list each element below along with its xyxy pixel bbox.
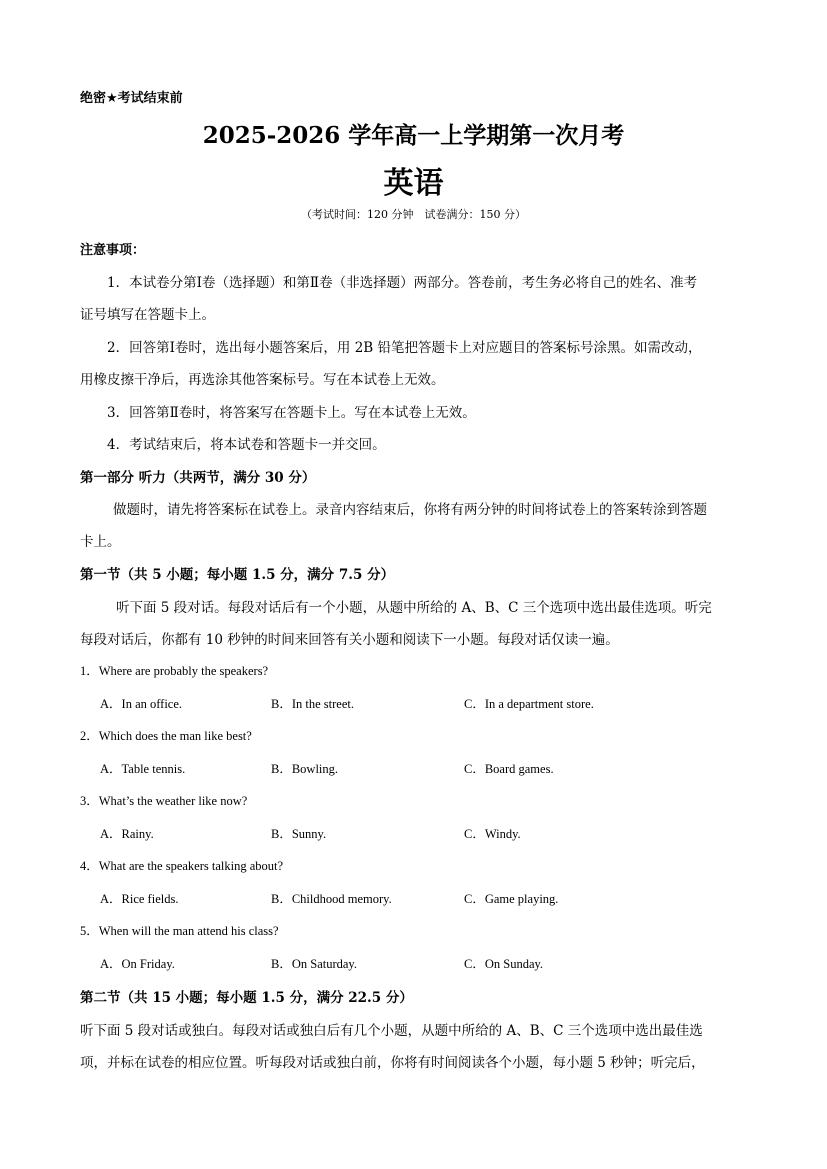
confidential-label: 绝密★考试结束前 [80, 91, 183, 106]
subject-title: 英语 [383, 166, 444, 201]
notice-item-2-line-1: 2．回答第Ⅰ卷时，选出每小题答案后，用 2B 铅笔把答题卡上对应题目的答案标号涂黑。如需改动， [107, 340, 702, 356]
part1-instructions-line-2: 卡上。 [80, 534, 121, 550]
question-3-option-b: B．Sunny. [271, 827, 327, 841]
question-3-option-c: C．Windy. [464, 827, 521, 841]
part1-heading: 第一部分 听力（共两节，满分 30 分） [80, 470, 316, 486]
question-2-stem: 2．Which does the man like best? [80, 729, 252, 743]
section1-instructions-line-2: 每段对话后，你都有 10 秒钟的时间来回答有关小题和阅读下一小题。每段对话仅读一遍。 [80, 632, 619, 648]
exam-title: 2025-2026 学年高一上学期第一次月考 [202, 122, 625, 149]
question-1-option-a: A．In an office. [100, 697, 183, 711]
question-4-option-b: B．Childhood memory. [271, 892, 392, 906]
question-1-option-b: B．In the street. [271, 697, 354, 711]
notice-item-4: 4．考试结束后，将本试卷和答题卡一并交回。 [107, 437, 386, 453]
question-3-option-a: A．Rainy. [100, 827, 154, 841]
question-3-stem: 3．What’s the weather like now? [80, 794, 248, 808]
notice-heading: 注意事项： [80, 243, 146, 258]
question-5-stem: 5．When will the man attend his class? [80, 924, 279, 938]
question-1-option-c: C．In a department store. [464, 697, 594, 711]
exam-info: （考试时间：120 分钟 试卷满分：150 分） [301, 208, 526, 221]
question-4-option-a: A．Rice fields. [100, 892, 179, 906]
section2-instructions-line-1: 听下面 5 段对话或独白。每段对话或独白后有几个小题，从题中所给的 A、B、C 三个选项中选出最佳选 [80, 1023, 703, 1039]
question-2-option-c: C．Board games. [464, 762, 554, 776]
question-4-option-c: C．Game playing. [464, 892, 559, 906]
question-4-stem: 4．What are the speakers talking about? [80, 859, 284, 873]
question-5-option-b: B．On Saturday. [271, 957, 357, 971]
section1-instructions-line-1: 听下面 5 段对话。每段对话后有一个小题，从题中所给的 A、B、C 三个选项中选出最佳选项。听完 [116, 600, 712, 616]
part1-instructions-line-1: 做题时，请先将答案标在试卷上。录音内容结束后，你将有两分钟的时间将试卷上的答案转涂到答题 [113, 502, 707, 518]
section2-heading: 第二节（共 15 小题；每小题 1.5 分，满分 22.5 分） [80, 990, 413, 1006]
notice-item-1-line-1: 1．本试卷分第Ⅰ卷（选择题）和第Ⅱ卷（非选择题）两部分。答卷前，考生务必将自己的姓名、准考 [107, 275, 698, 291]
notice-item-3: 3．回答第Ⅱ卷时，将答案写在答题卡上。写在本试卷上无效。 [107, 405, 476, 421]
question-2-option-b: B．Bowling. [271, 762, 339, 776]
section2-instructions-line-2: 项，并标在试卷的相应位置。听每段对话或独白前，你将有时间阅读各个小题，每小题 5 秒钟；听完后， [80, 1055, 705, 1071]
question-2-option-a: A．Table tennis. [100, 762, 186, 776]
question-1-stem: 1．Where are probably the speakers? [80, 664, 269, 678]
notice-item-1-line-2: 证号填写在答题卡上。 [80, 307, 215, 323]
question-5-option-c: C．On Sunday. [464, 957, 544, 971]
notice-item-2-line-2: 用橡皮擦干净后，再选涂其他答案标号。写在本试卷上无效。 [80, 372, 445, 388]
question-5-option-a: A．On Friday. [100, 957, 175, 971]
section1-heading: 第一节（共 5 小题；每小题 1.5 分，满分 7.5 分） [80, 567, 395, 583]
